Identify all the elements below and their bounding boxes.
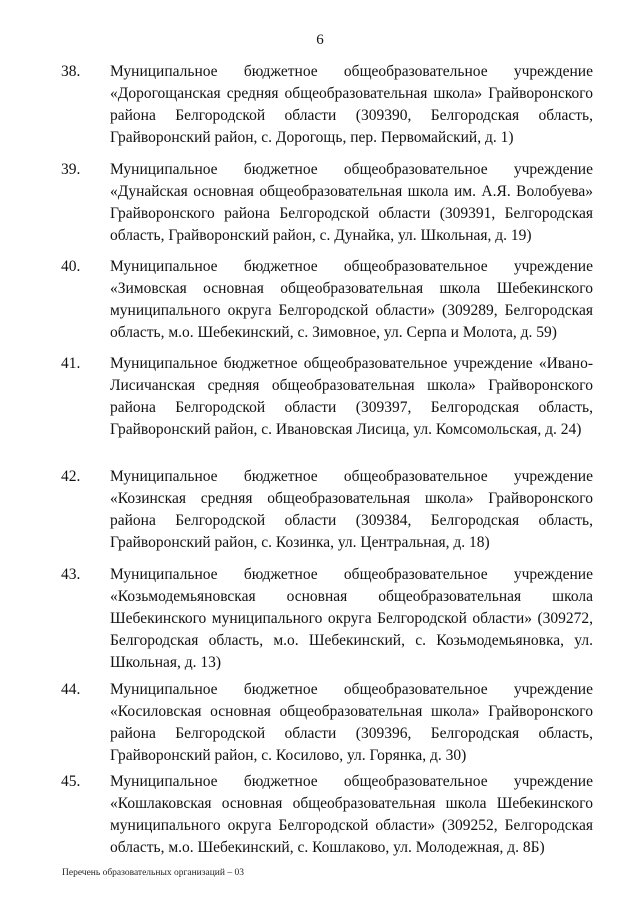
page-number: 6: [316, 32, 324, 48]
page-footer: Перечень образовательных организаций – 03: [62, 868, 244, 878]
list-item-number: 38.: [61, 63, 81, 80]
list-item-text: Муниципальное бюджетное общеобразовательное учреждение «Козьмодемьяновская основная общеобразовательная школа Шебекинского муниципального округа Белгородской области» (309272, Белгородская область, м.о. Шебекинский, с. Козьмодемьяновка, ул. Школьная, д. 13): [110, 566, 593, 671]
list-item-text: Муниципальное бюджетное общеобразовательное учреждение «Ивано-Лисичанская средняя общеобразовательная школа» Грайворонского района Белгородской области (309397, Белгородская область, Грайворонский район, с. Ивановская Лисица, ул. Комсомольская, д. 24): [110, 355, 593, 438]
list-item-number: 45.: [61, 773, 81, 790]
list-item-number: 43.: [61, 566, 81, 583]
list-item-number: 44.: [61, 681, 81, 698]
list-item-text: Муниципальное бюджетное общеобразовательное учреждение «Косиловская основная общеобразовательная школа» Грайворонского района Белгородской области (309396, Белгородская область, Грайворонский район, с. Косилово, ул. Горянка, д. 30): [110, 681, 593, 764]
list-item-text: Муниципальное бюджетное общеобразовательное учреждение «Дорогощанская средняя общеобразовательная школа» Грайворонского района Белгородской области (309390, Белгородская область, Грайворонский район, с. Дорогощь, пер. Первомайский, д. 1): [110, 63, 593, 146]
list-item-number: 39.: [61, 161, 81, 178]
list-item-text: Муниципальное бюджетное общеобразовательное учреждение «Дунайская основная общеобразовательная школа им. А.Я. Волобуева» Грайворонского района Белгородской области (309391, Белгородская область, Грайворонский район, с. Дунайка, ул. Школьная, д. 19): [110, 161, 593, 244]
list-item-text: Муниципальное бюджетное общеобразовательное учреждение «Кошлаковская основная общеобразовательная школа Шебекинского муниципального округа Белгородской области» (309252, Белгородская область, м.о. Шебекинский, с. Кошлаково, ул. Молодежная, д. 8Б): [110, 773, 593, 856]
list-item-number: 40.: [61, 258, 81, 275]
list-item-number: 41.: [61, 355, 81, 372]
list-item-text: Муниципальное бюджетное общеобразовательное учреждение «Зимовская основная общеобразовательная школа Шебекинского муниципального округа Белгородской области» (309289, Белгородская область, м.о. Шебекинский, с. Зимовное, ул. Серпа и Молота, д. 59): [110, 258, 593, 341]
list-item-text: Муниципальное бюджетное общеобразовательное учреждение «Козинская средняя общеобразовательная школа» Грайворонского района Белгородской области (309384, Белгородская область, Грайворонский район, с. Козинка, ул. Центральная, д. 18): [110, 468, 593, 551]
list-item-number: 42.: [61, 468, 81, 485]
